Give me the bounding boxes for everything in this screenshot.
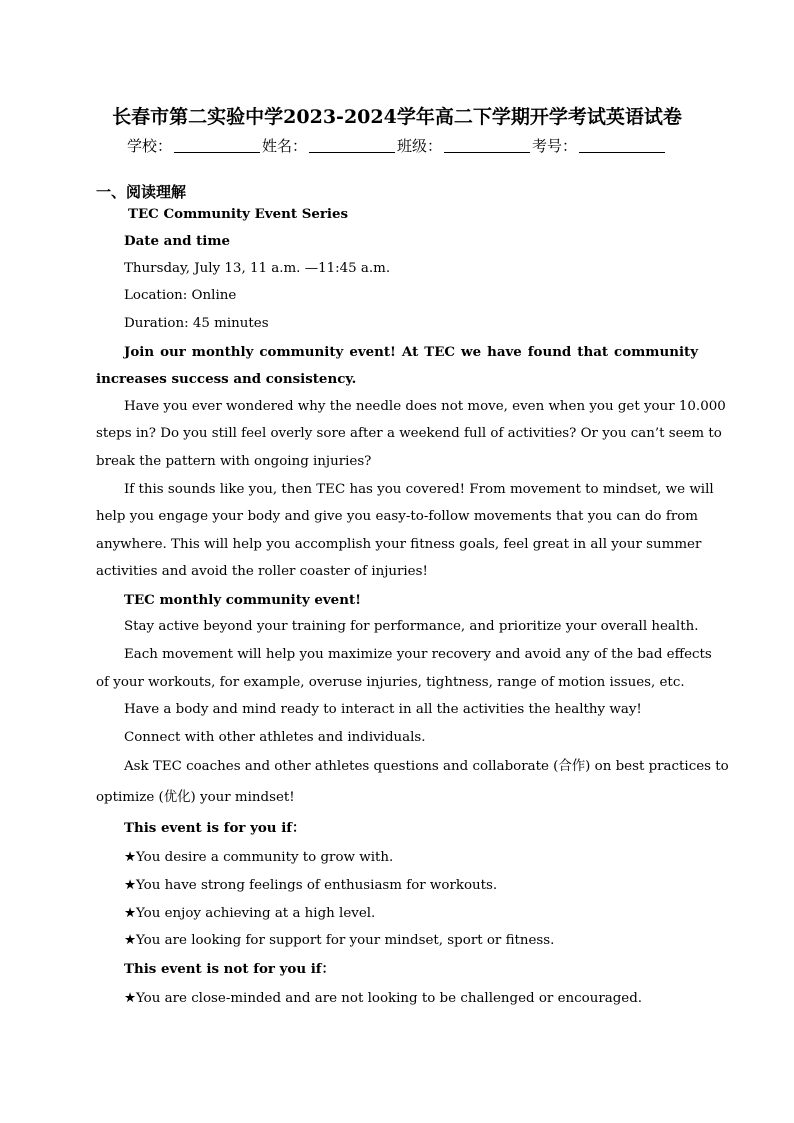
paragraph-line: activities and avoid the roller coaster of injuries! bbox=[96, 564, 428, 579]
paragraph-line: break the pattern with ongoing injuries? bbox=[96, 454, 372, 469]
event-location: Location: Online bbox=[124, 288, 237, 303]
event-duration: Duration: 45 minutes bbox=[124, 316, 269, 331]
school-blank[interactable] bbox=[174, 138, 260, 153]
student-info-row bbox=[0, 135, 794, 156]
event-date: Thursday, July 13, 11 a.m. —11:45 a.m. bbox=[124, 261, 391, 276]
name-blank[interactable] bbox=[309, 138, 395, 153]
passage-title: TEC Community Event Series bbox=[128, 206, 349, 222]
bullet-item: ★You have strong feelings of enthusiasm for workouts. bbox=[124, 878, 498, 893]
name-label: 姓名： bbox=[261, 137, 307, 155]
subheading: TEC monthly community event! bbox=[124, 592, 362, 608]
date-time-heading: Date and time bbox=[124, 233, 231, 249]
paragraph-line: help you engage your body and give you easy-to-follow movements that you can do from bbox=[96, 509, 698, 524]
paragraph-line: Ask TEC coaches and other athletes questions and collaborate (合作) on best practices to bbox=[124, 759, 729, 774]
subheading: This event is for you if： bbox=[124, 820, 306, 836]
paragraph-line: increases success and consistency. bbox=[96, 371, 357, 387]
paragraph-line: Have a body and mind ready to interact in all the activities the healthy way! bbox=[124, 702, 642, 717]
page-title: 长春市第二实验中学2023-2024学年高二下学期开学考试英语试卷 bbox=[112, 106, 682, 128]
paragraph-line: Each movement will help you maximize your recovery and avoid any of the bad effects bbox=[124, 647, 712, 662]
paragraph-line: of your workouts, for example, overuse injuries, tightness, range of motion issues, etc. bbox=[96, 675, 685, 690]
id-blank[interactable] bbox=[579, 138, 665, 153]
paragraph-line: Connect with other athletes and individuals. bbox=[124, 730, 426, 745]
class-label: 班级： bbox=[397, 137, 443, 155]
paragraph-line: Stay active beyond your training for performance, and prioritize your overall health. bbox=[124, 619, 699, 634]
school-label: 学校： bbox=[126, 137, 172, 155]
paragraph-line: optimize (优化) your mindset! bbox=[96, 790, 295, 805]
bullet-item: ★You enjoy achieving at a high level. bbox=[124, 906, 376, 921]
id-label: 考号： bbox=[532, 137, 578, 155]
paragraph-line: steps in? Do you still feel overly sore after a weekend full of activities? Or you can’t seem to bbox=[96, 426, 722, 441]
class-blank[interactable] bbox=[444, 138, 530, 153]
paragraph-line: If this sounds like you, then TEC has you covered! From movement to mindset, we will bbox=[124, 482, 714, 497]
paragraph-line: anywhere. This will help you accomplish your fitness goals, feel great in all your summer bbox=[96, 537, 702, 552]
bullet-item: ★You are close-minded and are not looking to be challenged or encouraged. bbox=[124, 991, 643, 1006]
paragraph-line: Have you ever wondered why the needle does not move, even when you get your 10.000 bbox=[124, 399, 726, 414]
section-heading: 一、阅读理解 bbox=[96, 183, 187, 201]
subheading: This event is not for you if： bbox=[124, 961, 335, 977]
paragraph-line: Join our monthly community event! At TEC we have found that community bbox=[124, 344, 698, 360]
bullet-item: ★You desire a community to grow with. bbox=[124, 850, 394, 865]
bullet-item: ★You are looking for support for your mindset, sport or fitness. bbox=[124, 933, 555, 948]
